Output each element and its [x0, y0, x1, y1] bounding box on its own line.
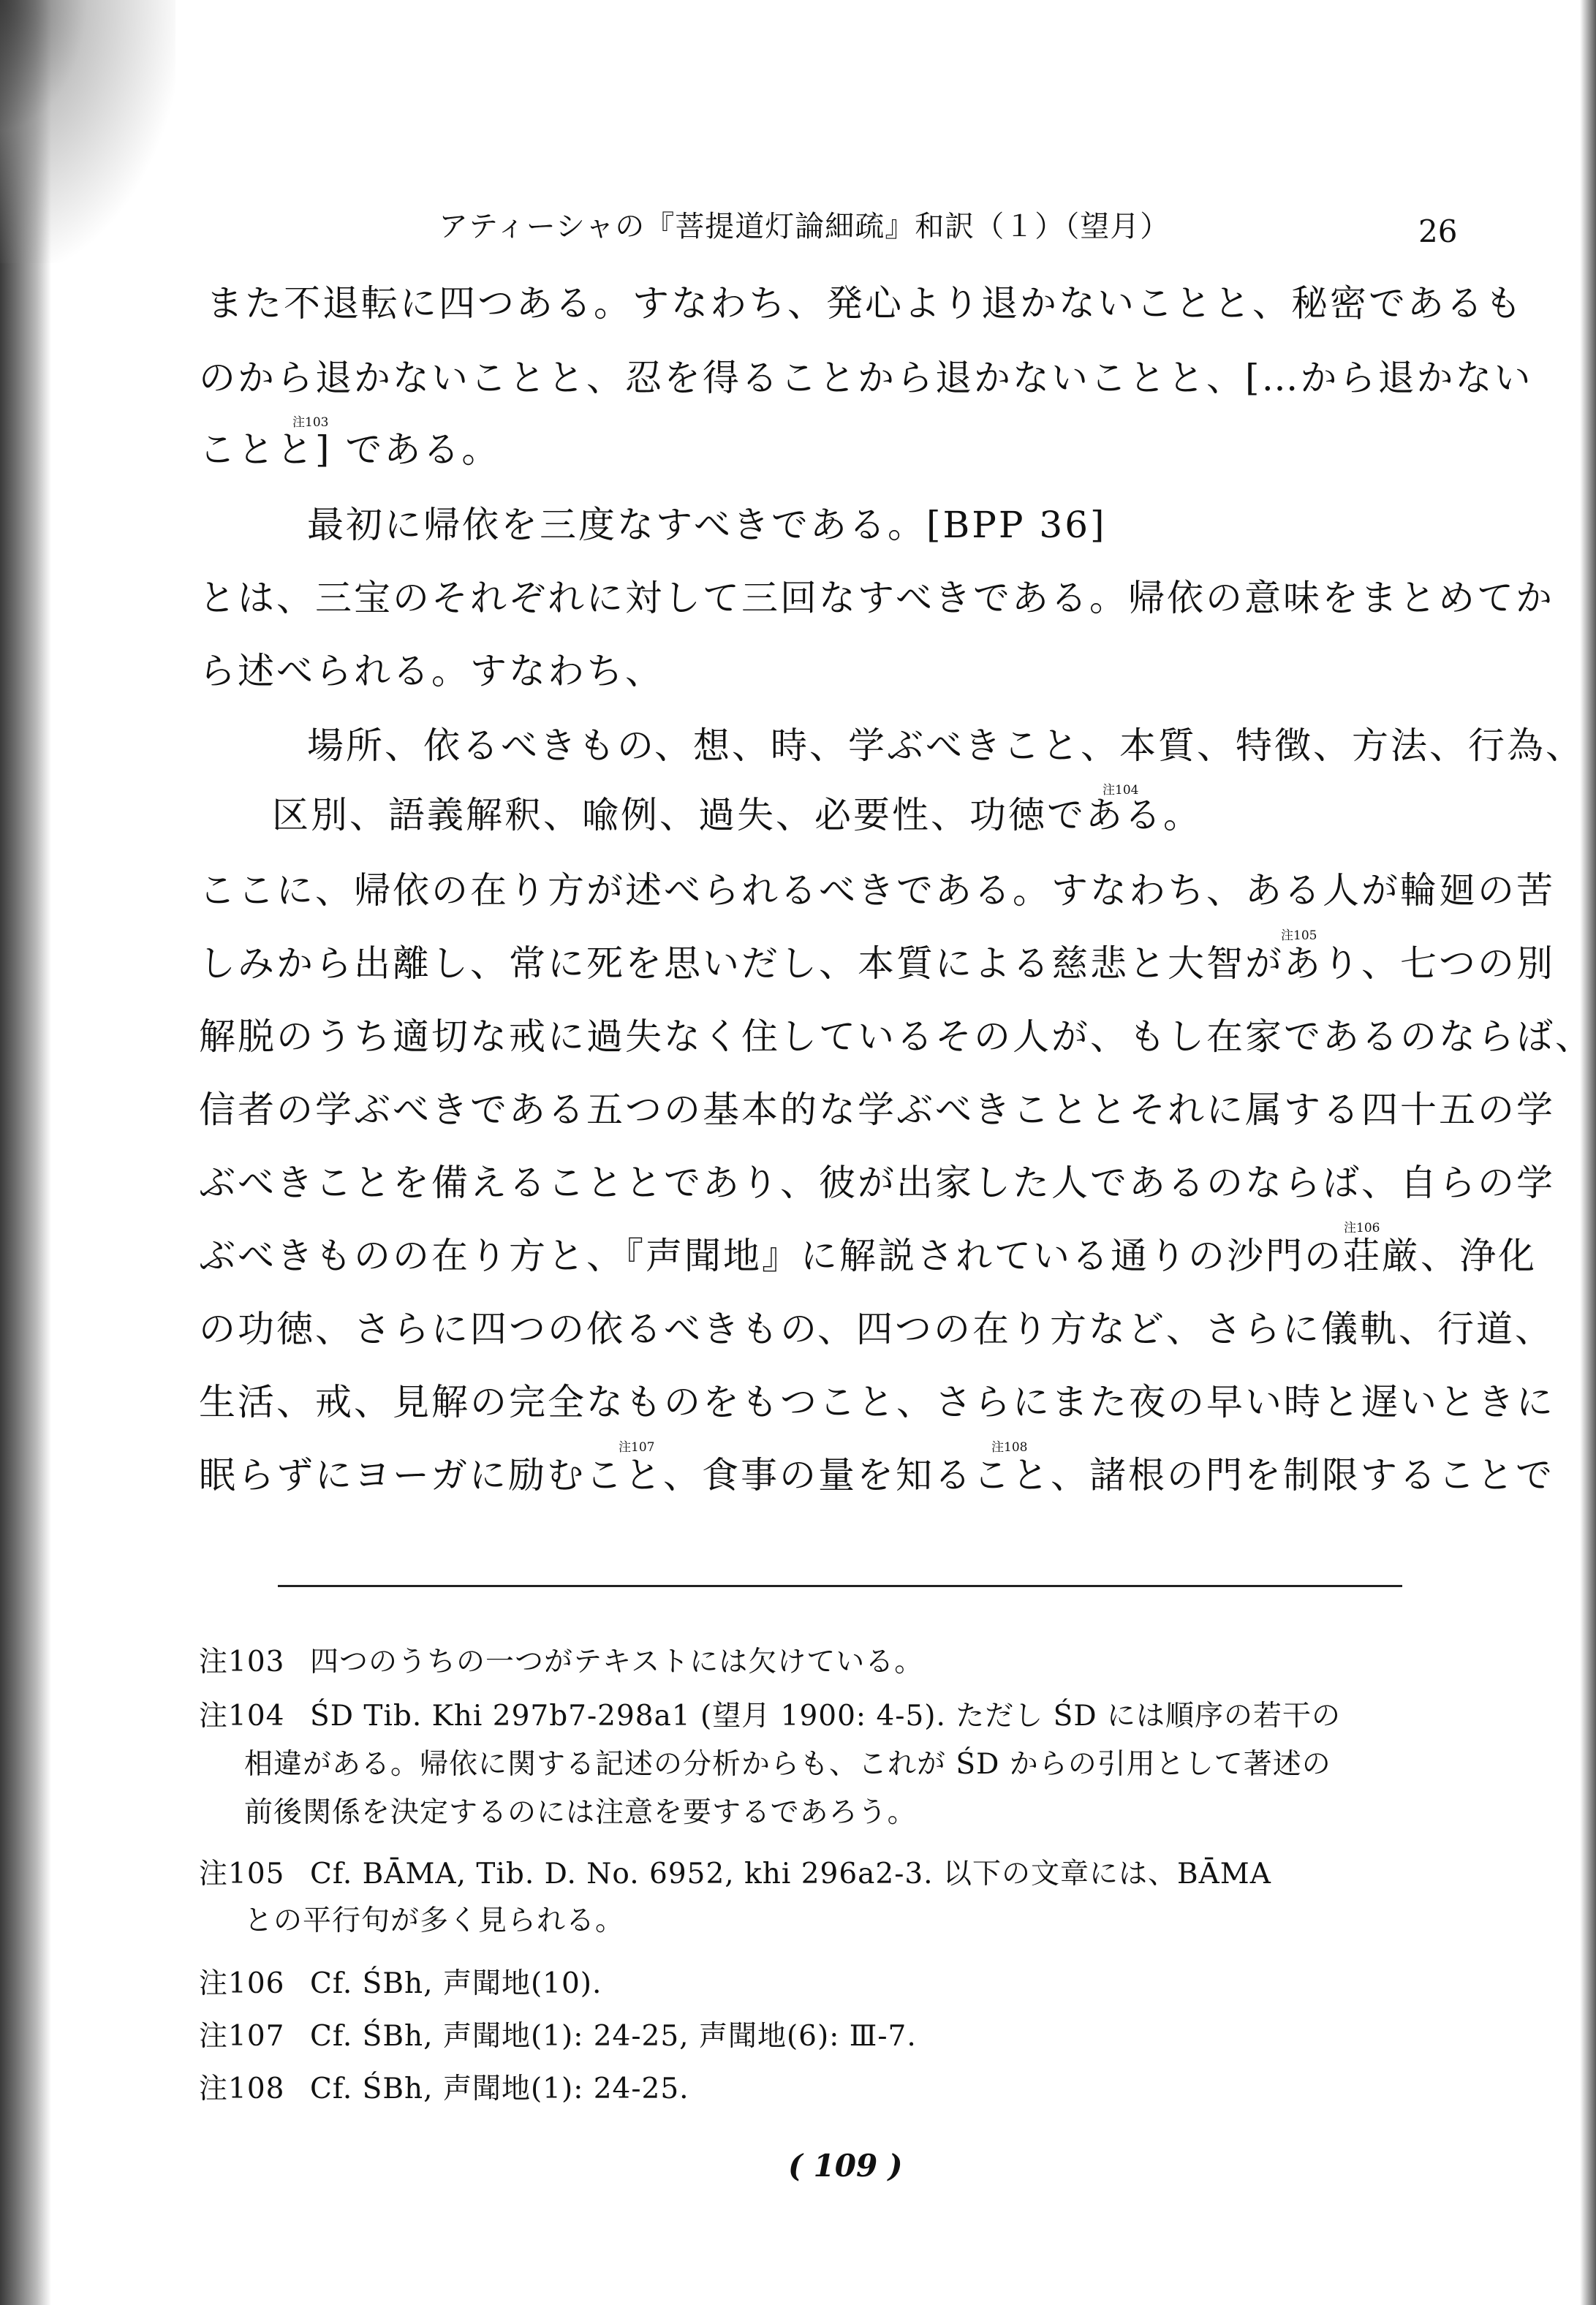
footnote-104 [199, 1699, 1341, 1734]
scan-shadow-corner [0, 0, 175, 263]
note-ref-103: 注103 [292, 415, 329, 430]
note-ref-106: 注106 [1344, 1221, 1380, 1235]
body-line: の功徳、さらに四つの依るべきもの、四つの在り方など、さらに儀軌、行道、 [199, 1308, 1554, 1350]
body-line: 眠らずにヨーガに励むこと、食事の量を知ること、諸根の門を制限することで [199, 1454, 1554, 1496]
quote-line: 場所、依るべきもの、想、時、学ぶべきこと、本質、特徴、方法、行為、 [307, 724, 1584, 767]
footer-page-number: ( 109 ) [788, 2148, 903, 2184]
body-line: とは、三宝のそれぞれに対して三回なすべきである。帰依の意味をまとめてか [199, 577, 1554, 619]
footnote-label: 注105 [199, 1858, 285, 1890]
footnote-text: 四つのうちの一つがテキストには欠けている。 [310, 1646, 924, 1678]
page-number: 26 [1418, 213, 1458, 249]
body-line: 信者の学ぶべきである五つの基本的な学ぶべきこととそれに属する四十五の学 [199, 1089, 1555, 1131]
note-ref-104: 注104 [1103, 783, 1139, 798]
footnote-label: 注104 [199, 1700, 285, 1733]
footnote-label: 注106 [199, 1967, 285, 2000]
body-line: ぶべきものの在り方と、『声聞地』に解説されている通りの沙門の荘厳、浄化 [199, 1235, 1537, 1277]
footnote-text: Cf. ŚBh, 声聞地(1): 24-25, 声聞地(6): Ⅲ-7. [310, 2020, 917, 2053]
footnote-108 [199, 2072, 689, 2107]
note-ref-107: 注107 [619, 1440, 655, 1455]
quote-line: 区別、語義解釈、喩例、過失、必要性、功徳である。 [272, 794, 1202, 836]
body-line: 解脱のうち適切な戒に過失なく住しているその人が、もし在家であるのならば、 [199, 1015, 1594, 1058]
footnote-rule [278, 1585, 1402, 1587]
footnote-label: 注103 [199, 1646, 285, 1678]
footnote-text: Cf. ŚBh, 声聞地(1): 24-25. [310, 2073, 689, 2105]
note-ref-105: 注105 [1281, 928, 1317, 943]
running-title: アティーシャの『菩提道灯論細疏』和訳（１）（望月） [439, 210, 1170, 243]
footnote-label: 注108 [199, 2073, 285, 2105]
body-line: しみから出離し、常に死を思いだし、本質による慈悲と大智があり、七つの別 [199, 942, 1555, 985]
footnote-label: 注107 [199, 2020, 285, 2053]
note-ref-108: 注108 [991, 1440, 1028, 1455]
body-line: ここに、帰依の在り方が述べられるべきである。すなわち、ある人が輪廻の苦 [199, 869, 1555, 912]
footnote-106 [199, 1967, 602, 2002]
body-line: ぶべきことを備えることとであり、彼が出家した人であるのならば、自らの学 [199, 1162, 1555, 1204]
footnote-text: Cf. ŚBh, 声聞地(10). [310, 1967, 602, 2000]
body-line: ことと] である。 [199, 428, 501, 471]
footnote-105 [199, 1857, 1271, 1892]
footnote-104-cont: 前後関係を決定するのには注意を要するであろう。 [244, 1796, 917, 1829]
footnote-text: Cf. BĀMA, Tib. D. No. 6952, khi 296a2-3. 以下の文章には、BĀMA [310, 1858, 1271, 1890]
body-line: ら述べられる。すなわち、 [199, 650, 664, 692]
body-line: また不退転に四つある。すなわち、発心より退かないことと、秘密であるも [206, 282, 1524, 325]
footnote-105-cont: との平行句が多く見られる。 [244, 1904, 625, 1937]
body-line: 生活、戒、見解の完全なものをもつこと、さらにまた夜の早い時と遅いときに [199, 1381, 1555, 1423]
scan-shadow-right [1580, 0, 1596, 2305]
footnote-104-cont: 相違がある。帰依に関する記述の分析からも、これが ŚD からの引用として著述の [244, 1748, 1331, 1781]
footnote-103 [199, 1645, 923, 1680]
footnote-107 [199, 2019, 917, 2054]
scan-shadow-left [0, 0, 51, 2305]
footnote-text: ŚD Tib. Khi 297b7-298a1 (望月 1900: 4-5). ただし ŚD には順序の若干の [310, 1700, 1342, 1733]
quote-line: 最初に帰依を三度なすべきである。[BPP 36] [307, 504, 1107, 546]
body-line: のから退かないことと、忍を得ることから退かないことと、[…から退かない [199, 357, 1533, 399]
